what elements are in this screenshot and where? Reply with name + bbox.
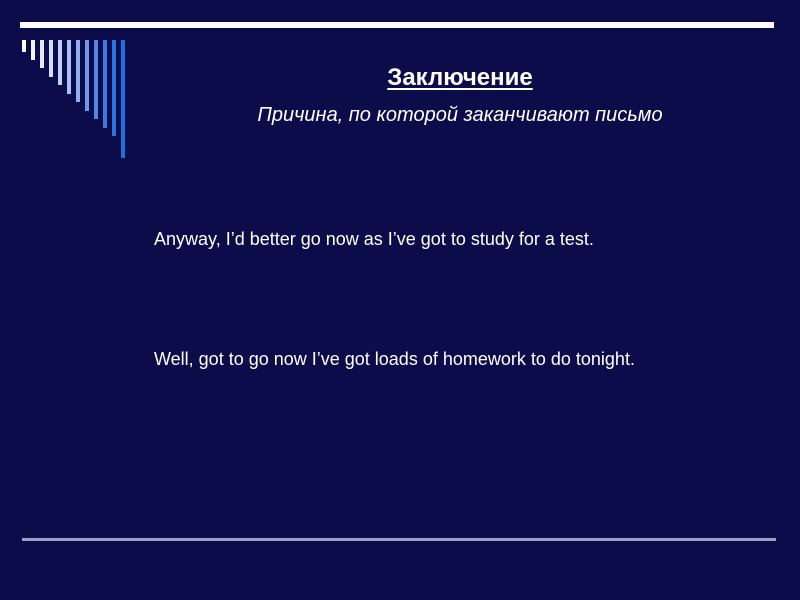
decorative-bar: [85, 40, 89, 111]
slide-subtitle: Причина, по которой заканчивают письмо: [257, 104, 663, 126]
decorative-bar: [40, 40, 44, 68]
example-sentence: Anyway, I’d better go now as I’ve got to study for a test.: [154, 229, 594, 249]
example-sentence: Well, got to go now I’ve got loads of homework to do tonight.: [154, 349, 635, 369]
decorative-bar: [76, 40, 80, 102]
bottom-divider-line: [22, 538, 776, 541]
slide-title: Заключение: [387, 64, 533, 91]
decorative-bar: [112, 40, 116, 136]
decorative-bar: [31, 40, 35, 60]
decorative-bar: [121, 40, 125, 158]
decorative-bars: [0, 0, 140, 170]
decorative-bar: [103, 40, 107, 128]
decorative-bar: [67, 40, 71, 94]
decorative-bar: [94, 40, 98, 119]
decorative-bar: [22, 40, 26, 52]
decorative-bar: [49, 40, 53, 77]
decorative-bar: [58, 40, 62, 85]
